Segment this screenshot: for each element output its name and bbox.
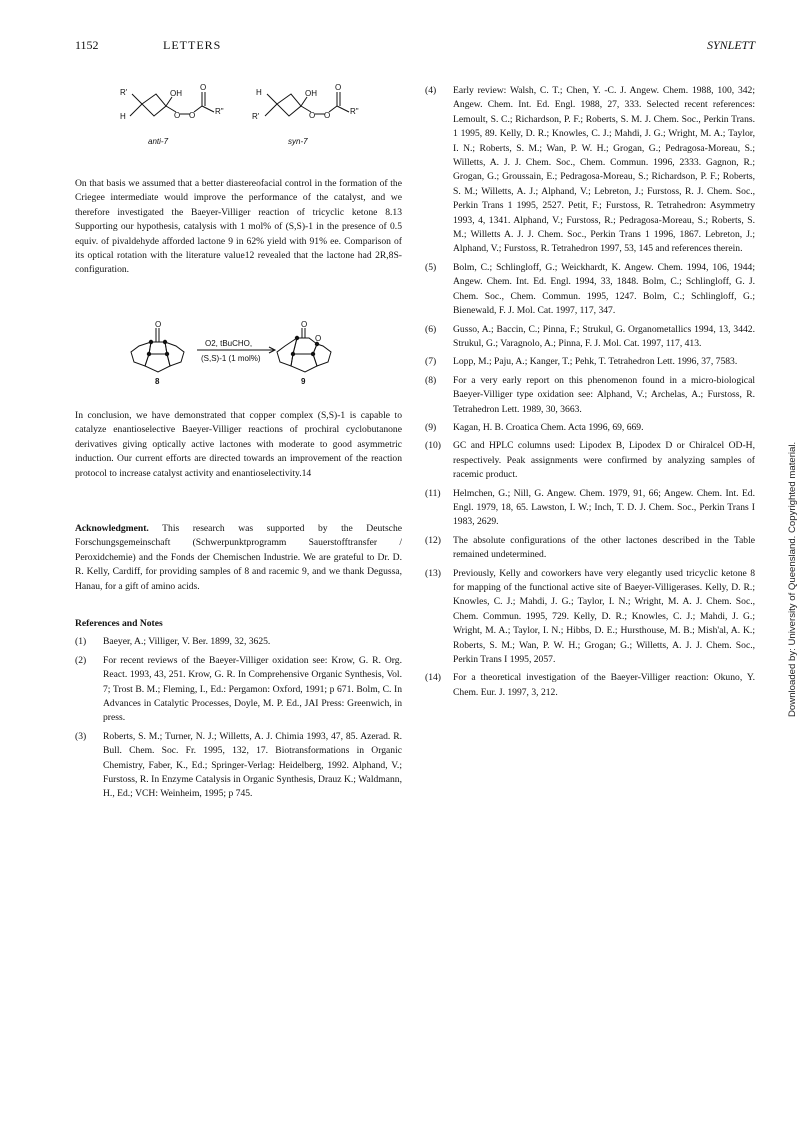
reference-item (75, 635, 402, 649)
reference-item (425, 534, 755, 563)
reference-number: (5) (425, 261, 437, 273)
reference-number: (1) (75, 636, 87, 648)
download-watermark (776, 417, 798, 717)
acknowledgment-block (75, 522, 402, 594)
left-column (75, 177, 402, 278)
reference-number: (4) (425, 85, 437, 96)
compound-label-8: 8 (155, 377, 160, 386)
reference-item (425, 671, 755, 700)
substituent-r-prime: R' (120, 88, 128, 97)
acknowledgment-text: This research was supported by the Deutsche Forschungsgemeinschaft (Schwerpunktprogramm Sauerstofftransfer / Peroxidchemie) and the Fonds der Chemischen Industrie. We are grateful to Dr. D. R. Kelly, Cardiff, for providing samples of 8 and racemic 9, and we thank Degussa, Hanau, for a gift of amino acids. (75, 523, 402, 592)
scheme-criegee-intermediates (110, 84, 380, 150)
carbonyl-oxygen-label: O (301, 320, 308, 329)
compound-label-anti-7: anti-7 (148, 137, 169, 146)
reference-text: Kagan, H. B. Croatica Chem. Acta 1996, 69, 669. (453, 421, 644, 433)
oxygen-label: O (174, 111, 181, 120)
reference-text: Helmchen, G.; Nill, G. Angew. Chem. 1979, 91, 66; Angew. Chem. Int. Ed. Engl. 1979, 18, 65. Lawston, I. W.; Inch, T. D. J. Chem. Soc., Perkin Trans I 1983, 2629. (453, 487, 755, 528)
reference-number: (13) (425, 567, 441, 579)
substituent-h: H (120, 112, 126, 121)
body-paragraph-conclusion: In conclusion, we have demonstrated that copper complex (S,S)-1 is capable to catalyze enantioselective Baeyer-Villiger reactions of prochiral cyclobutanone derivatives giving optically active lactones with moderate to good asymmetric induction. Our current efforts are directed towards an improvement of the reaction protocol to increase catalyst activity and enantioselectivity.14 (75, 410, 402, 479)
reference-number: (14) (425, 672, 441, 684)
reference-number: (3) (75, 730, 87, 742)
reference-number: (8) (425, 374, 437, 386)
reference-text: Bolm, C.; Schlingloff, G.; Weickhardt, K. Angew. Chem. 1994, 106, 1944; Angew. Chem. Int. Ed. Engl. 1994, 33, 1848. Bolm, C.; Schlingloff, G. J. Chem. Soc., Chem. Commun. 1995, 1247. Bolm, C.; Schlingloff, G.; Bienewald, F. J. Mol. Cat. 1997, 117, 347. (453, 261, 755, 317)
scheme-baeyer-villiger-reaction (125, 320, 365, 390)
reference-text: Baeyer, A.; Villiger, V. Ber. 1899, 32, 3625. (103, 636, 271, 648)
reference-text: Lopp, M.; Paju, A.; Kanger, T.; Pehk, T. Tetrahedron Lett. 1996, 37, 7583. (453, 356, 738, 368)
reference-text: GC and HPLC columns used: Lipodex B, Lipodex D or Chiralcel OD-H, respectively. Peak assignments were confirmed by analyzing samples of racemic product. (453, 440, 755, 481)
reference-text: Roberts, S. M.; Turner, N. J.; Willetts, A. J. Chimia 1993, 47, 85. Azerad. R. Bull. Chem. Soc. Fr. 1995, 132, 17. Biotransformations in Organic Chemistry, Faber, K., Ed.; Springer-Verlag: Heidelberg, 1992. Alphand, V.; Furstoss, R. In Enzyme Catalysis in Organic Synthesis, Drauz K.; Waldmann, H., Ed.; VCH: Weinheim, 1995; p 745. (103, 730, 402, 800)
acknowledgment-title: Acknowledgment. (75, 523, 149, 534)
substituent-r-double-prime: R" (350, 107, 359, 116)
journal-name: SYNLETT (706, 38, 755, 52)
reference-number: (2) (75, 654, 87, 666)
body-paragraph-basis: On that basis we assumed that a better diastereofacial control in the formation of the Criegee intermediate would improve the performance of the catalyst, and we therefore investigated the Baeyer-Villiger reaction of tricyclic ketone 8.13 Supporting our hypothesis, catalysis with 1 mol% of (S,S)-1 in the presence of 0.5 equiv. of pivaldehyde afforded lactone 9 in 62% yield with 91% ee. Comparison of its optical rotation with the literature value12 revealed that the lactone had 2R,8S-configuration. (75, 178, 402, 276)
scheme-2-structures (125, 320, 365, 390)
reference-item (425, 323, 755, 352)
acknowledgment (75, 522, 402, 594)
reference-item (425, 84, 755, 257)
compound-label-syn-7: syn-7 (288, 137, 308, 146)
substituent-r-double-prime: R" (215, 107, 224, 116)
reference-number: (10) (425, 440, 441, 452)
reference-item (75, 654, 402, 726)
reference-number: (6) (425, 323, 437, 335)
download-watermark-text: Downloaded by: University of Queensland. Copyrighted material. (787, 441, 798, 717)
page-number: 1152 (75, 38, 99, 52)
reference-item (425, 421, 755, 435)
reference-number: (9) (425, 421, 437, 433)
reference-item (425, 261, 755, 319)
oxygen-label: O (189, 111, 196, 120)
scheme-1-structures (110, 84, 380, 150)
ring-oxygen-label: O (315, 334, 322, 343)
reference-number: (7) (425, 356, 437, 368)
reference-text: Previously, Kelly and coworkers have very elegantly used tricyclic ketone 8 for mapping of the functional active site of Baeyer-Villigerases. Kelly, D. R.; Knowles, C. J.; Mahdi, J. G.; Taylor, I. N.; Wright, M. A. J. Chem. Soc., Chem. Commun. 1995, 729. Kelly, D. R.; Knowles, C. J.; Mahdi, J. G.; Wright, M. A.; Taylor, I. N.; Hibbs, D. E.; Hursthouse, M. B.; Mish'al, A. K.; Roberts, S. M.; Wan, P. W. H.; Grogan; G.; Willetts, A. J. J. Chem. Soc., Perkin Trans I 1995, 2057. (453, 567, 755, 666)
reagent-conditions: O2, tBuCHO, (205, 339, 253, 348)
running-header (75, 38, 755, 54)
reference-item (75, 730, 402, 802)
reference-text: For a theoretical investigation of the Baeyer-Villiger reaction: Okuno, Y. Chem. Eur. J. 1997, 3, 212. (453, 672, 755, 698)
reference-number: (11) (425, 487, 441, 499)
reference-number: (12) (425, 534, 441, 546)
section-title: LETTERS (163, 38, 222, 52)
carbonyl-oxygen-label: O (335, 83, 342, 92)
carbonyl-oxygen-label: O (155, 320, 162, 329)
reference-text: Early review: Walsh, C. T.; Chen, Y. -C. J. Angew. Chem. 1988, 100, 342; Angew. Chem. Int. Ed. Engl. 1988, 27, 333. Selected recent references: Lemoult, S. C.; Richardson, P. F.; Roberts, S. M. J. Chem. Soc., Perkin Trans. 1 1995, 89. Kelly, D. R.; Knowles, C. J.; Mahdi, J. G.; Wright, M. A.; Taylor, I. N.; Roberts, S. M.; Wan, P. W. H.; Grogan, G.; Pedragosa-Moreau, S.; Willetts, A. J. J. Chem. Soc., Chem. Commun. 1996, 2333. Gagnon, R.; Grogan, G.; Groussain, E.; Pedragosa-Moreau, S.; Richardson, P. F.; Roberts, S. M.; Willetts, A. J.; Alphand, V.; Lebreton, J.; Furstoss, R. J. Chem. Soc., Perkin Trans 1 1995, 2527. Petit, F.; Furstoss, R. Tetrahedron: Asymmetry 1993, 4, 1341. Alphand, V.; Furstoss, R.; Pedragosa-Moreau, S.; Roberts, S. M.; Willetts A. J. J. Chem. Soc., Perkin Trans 1 1996, 1867. Lebreton, J.; Alphand, V.; Furstoss, R. Tetrahedron 1997, 53, 145 and references therein. (453, 85, 755, 255)
substituent-r-prime: R' (252, 112, 260, 121)
reference-item (425, 487, 755, 530)
reference-item (425, 439, 755, 482)
catalyst-conditions: (S,S)-1 (1 mol%) (201, 354, 261, 363)
substituent-h: H (256, 88, 262, 97)
hydroxyl-label: OH (305, 89, 317, 98)
oxygen-label: O (309, 111, 316, 120)
oxygen-label: O (324, 111, 331, 120)
reference-item (425, 374, 755, 417)
compound-label-9: 9 (301, 377, 306, 386)
reference-item (425, 567, 755, 668)
reference-text: For recent reviews of the Baeyer-Villiger oxidation see: Krow, G. R. Org. React. 1993, 43, 251. Krow, G. R. In Comprehensive Organic Synthesis, Vol. 7; Trost B. M.; Fleming, I., Ed.: Pergamon: Oxford, 1991; p 671. Bolm, C. In Advances in Catalytic Processes, Doyle, M. P. Ed., JAI Press: Greenwich, in press. (103, 654, 402, 724)
carbonyl-oxygen-label: O (200, 83, 207, 92)
reference-text: For a very early report on this phenomenon found in a micro-biological Baeyer-Villiger type oxidation see: Alphand, V.; Archelas, A.; Furstoss, R. Tetrahedron Lett. 1989, 30, 3663. (453, 374, 755, 415)
references-left (75, 617, 402, 802)
reference-text: The absolute configurations of the other lactones described in the Table remained undetermined. (453, 534, 755, 561)
references-title: References and Notes (75, 618, 163, 629)
hydroxyl-label: OH (170, 89, 182, 98)
left-column-conclusion (75, 409, 402, 481)
references-right (425, 84, 755, 700)
reference-item (425, 355, 755, 369)
reference-text: Gusso, A.; Baccin, C.; Pinna, F.; Strukul, G. Organometallics 1994, 13, 3442. Strukul, G.; Varagnolo, A.; Pinna, F. J. Mol. Cat. 1997, 117, 413. (453, 323, 755, 349)
